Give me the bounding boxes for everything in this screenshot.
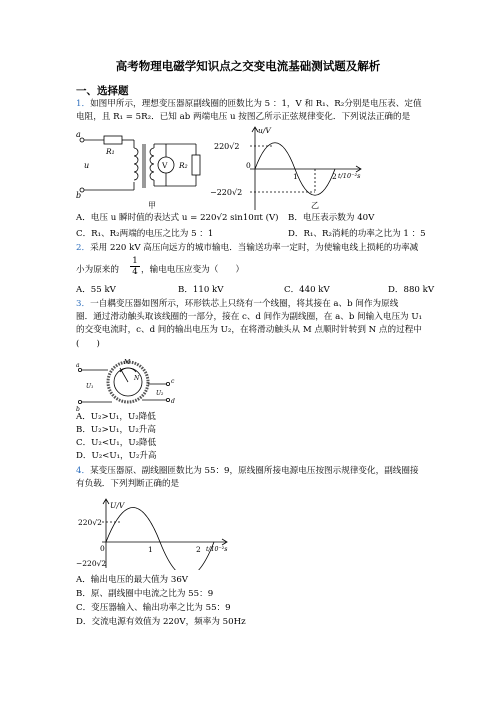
graph1-tick-2: 2 [332,172,337,181]
q1-option-c: C．R₁、R₂两端的电压之比为 5 ：1 [76,229,214,239]
q1-text-1: 如图甲所示，理想变压器原副线圈的匝数比为 5 ：1，V 和 R₁、R₂分别是电压表、定值 [90,99,422,109]
q2-option-c: C．440 kV [284,285,330,295]
q3-line1 [76,298,398,310]
page-title: 高考物理电磁学知识点之交变电流基础测试题及解析 [115,59,381,73]
graph1-tick-1: 1 [293,172,298,181]
q2-text-2a: 小为原来的 [76,265,119,275]
graph2-origin: 0 [100,544,105,553]
q3-label-n: N [134,375,140,382]
circuit-label-r1: R₁ [106,147,115,156]
q3-option-c: C．U₂<U₁，U₂降低 [76,438,157,448]
figure-jia-label: 甲 [148,201,156,210]
q1-option-b: B．电压表示数为 40V [288,213,375,223]
q3-label-a: a [76,362,80,369]
q4-text-2: 有负载．下列判断正确的是 [76,479,180,489]
q4-option-a: A．输出电压的最大值为 36V [76,575,189,585]
q4-number: 4． [76,466,91,476]
graph2-ymin: −220√2 [76,559,107,568]
q4-option-c: C．变压器输入、输出功率之比为 55：9 [76,603,231,613]
q2-option-b: B．110 kV [178,285,224,295]
q4-option-b: B．原、副线圈中电流之比为 55：9 [76,589,214,599]
q4-text-1: 某变压器原、副线圈匝数比为 55：9，原线圈所接电源电压按图示规律变化，副线圈接 [90,466,419,476]
q2-fraction-denominator: 4 [130,266,140,277]
circuit-label-u: u [84,161,90,170]
q3-label-c: c [171,378,175,385]
q2-line1 [76,242,418,254]
graph2-ylabel: U/V [110,501,125,510]
q3-label-m: M [124,359,131,366]
q3-label-u2: U₂ [156,390,164,397]
q2-option-d: D．880 kV [388,285,435,295]
q3-text-1: 一自耦变压器如图所示，环形铁芯上只绕有一个线圈，将其接在 a、b 间作为原线 [90,299,399,309]
q1-number: 1． [76,99,91,109]
figure-yi-label: 乙 [311,201,319,210]
q1-line1 [76,98,422,110]
q2-number: 2． [76,243,91,253]
q2-text-1: 采用 220 kV 高压向远方的城市输电．当输送功率一定时，为使输电线上损耗的功率减 [90,243,419,253]
graph2-tick-1: 1 [148,545,153,554]
q2-fraction [130,256,140,277]
q4-option-d: D．交流电源有效值为 220V，频率为 50Hz [76,617,246,627]
q1-text-2: 电阻，且 R₁ = 5R₂．已知 ab 两端电压 u 按图乙所示正弦规律变化．下列说法正确的是 [76,112,411,122]
graph1-ymin: −220√2 [210,188,243,197]
graph1-origin: 0 [246,161,251,170]
q4-voltage-graph [76,496,236,570]
graph2-ymax: 220√2 [78,518,102,527]
graph1-xlabel: t/10⁻²s [338,172,361,180]
graph1-ylabel: u/V [258,126,271,135]
q3-label-b: b [76,406,80,412]
q3-option-d: D．U₂<U₁，U₂升高 [76,451,157,461]
q3-option-a: A．U₂>U₁，U₂降低 [76,412,156,422]
graph2-xlabel: t/10⁻²s [206,546,228,553]
q3-text-4: ( ) [76,339,100,349]
q3-autotransformer-figure [76,356,176,412]
section-heading: 一、选择题 [76,85,129,97]
q2-text-2b: ，输电电压应变为（ ） [141,265,245,275]
q1-option-d: D．R₁、R₂消耗的功率之比为 1 ：5 [288,229,426,239]
q1-voltage-graph [210,124,370,214]
q2-option-a: A．55 kV [76,285,116,295]
q3-text-2: 圈．通过滑动触头取该线圈的一部分，接在 c、d 间作为副线圈，在 a、b 间输入电压为 U₁ [76,312,423,322]
q3-option-b: B．U₂>U₁，U₂升高 [76,425,156,435]
graph2-tick-2: 2 [196,545,201,554]
circuit-label-b: b [76,191,82,200]
circuit-label-r2: R₂ [179,161,188,170]
q3-label-d: d [171,398,175,405]
q1-circuit-figure [76,130,201,210]
q3-text-3: 的交变电流时，c、d 间的输出电压为 U₂，在将滑动触头从 M 点顺时针转到 N 点的过程中 [76,325,422,335]
q3-label-u1: U₁ [86,383,94,390]
q1-option-a: A．电压 u 瞬时值的表达式 u = 220√2 sin10πt (V) [76,213,279,223]
graph1-ymax: 220√2 [214,142,240,151]
q4-line1 [76,465,419,477]
voltmeter-label: V [162,161,168,170]
q2-fraction-numerator: 1 [132,256,138,266]
q3-number: 3． [76,299,91,309]
circuit-label-a: a [76,130,81,139]
